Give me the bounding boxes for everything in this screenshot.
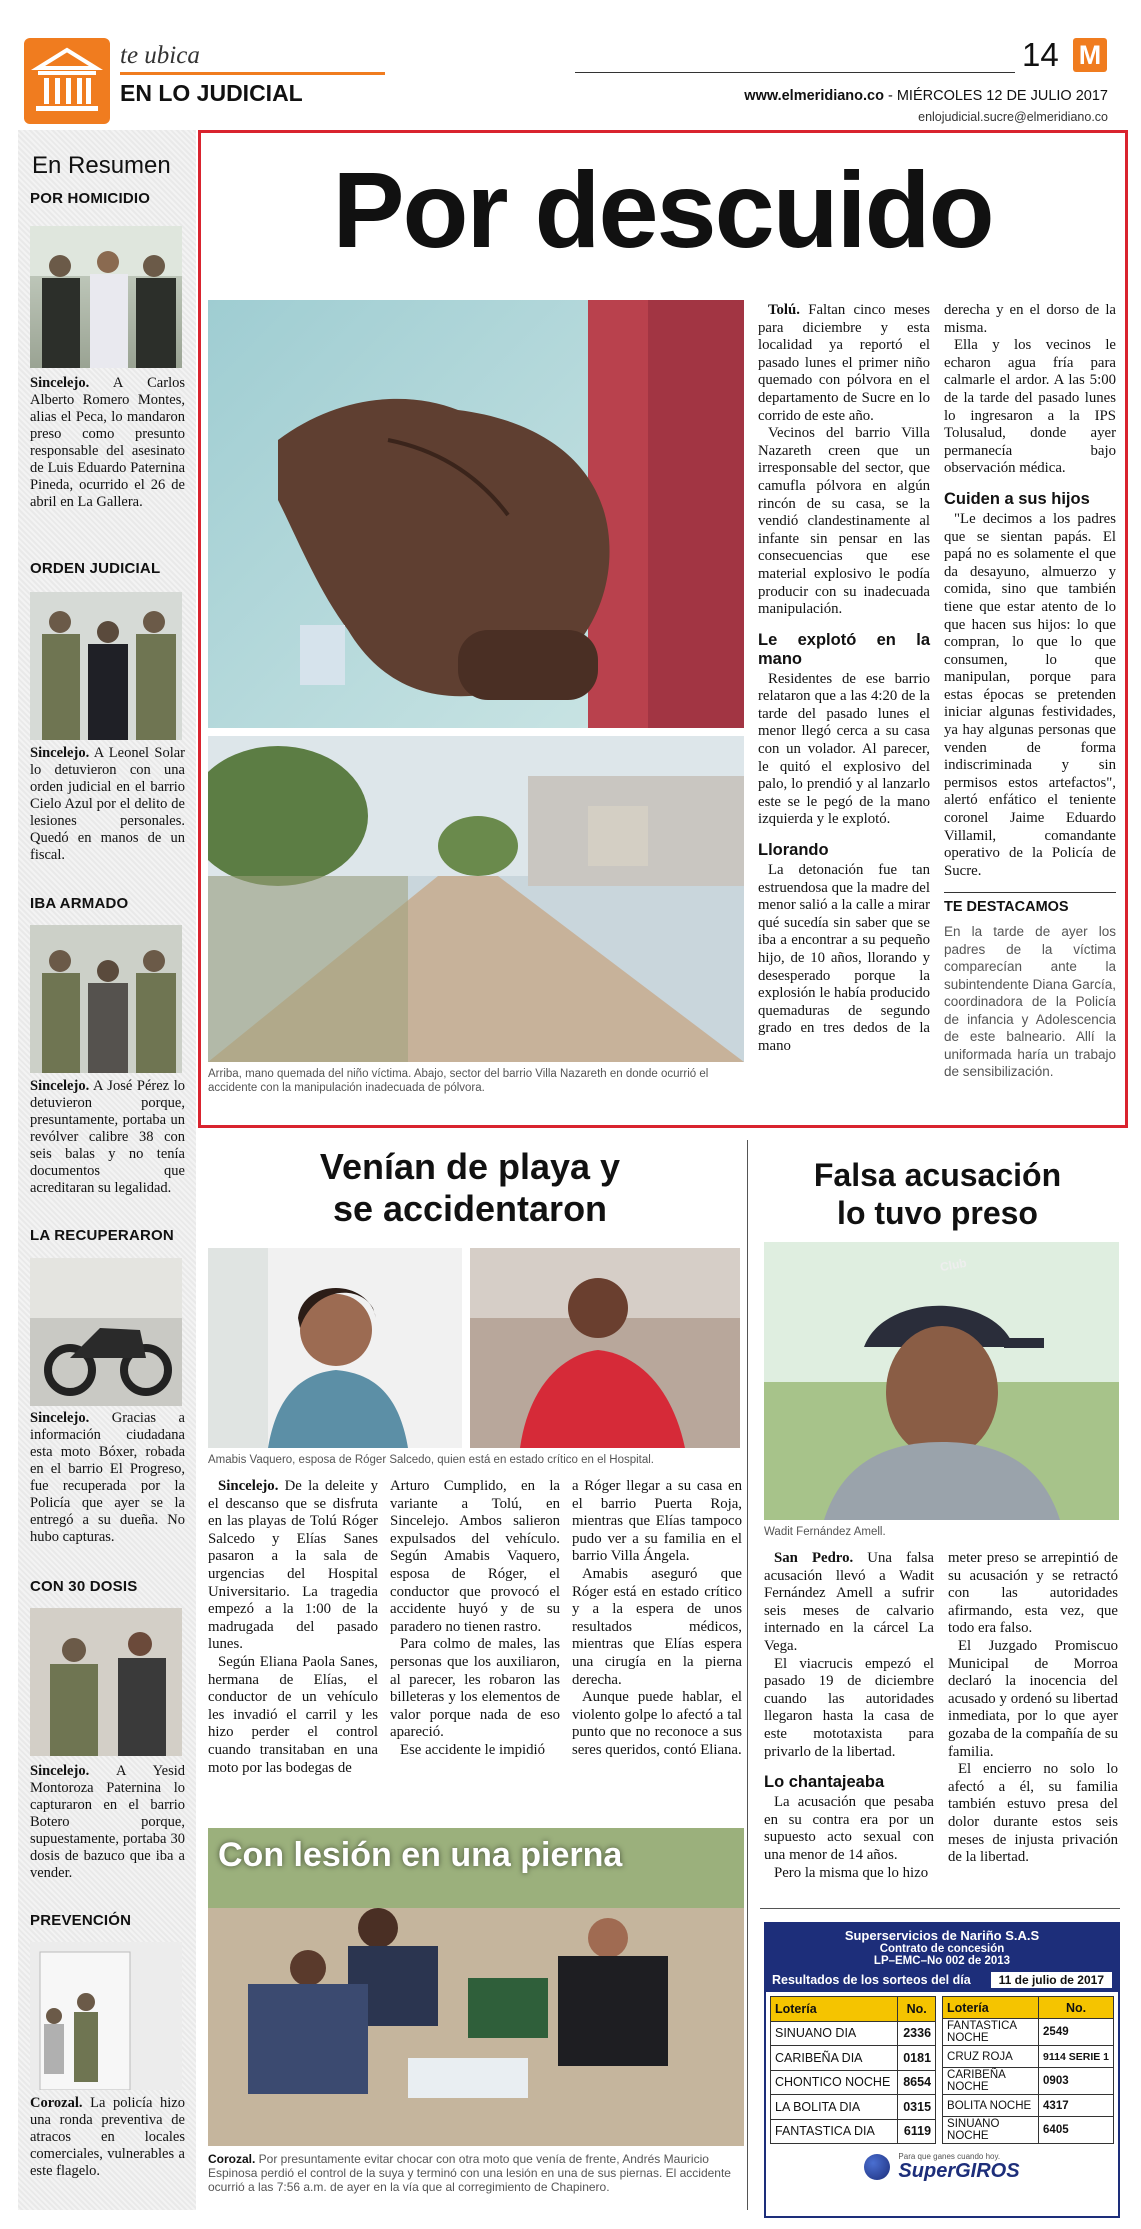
supergiros-logo-icon	[864, 2154, 890, 2180]
cap-text: Club	[938, 1255, 968, 1275]
sidebar-photo-arrest-1	[30, 226, 182, 368]
photo-woman	[208, 1248, 462, 1448]
pierna-caption: Corozal. Por presuntamente evitar chocar con otra moto que venía de frente, Andrés Mauricio Espinosa perdió el control de la suya y terminó con una lesión en una de sus piernas. El accidente ocurrió a las 7:56 a.m. de ayer en la vía que al corregimiento de Chapinero.	[208, 2152, 731, 2194]
header-rule	[575, 72, 1015, 73]
playa-headline: Venían de playa y se accidentaron	[319, 1146, 621, 1229]
lottery-table-right	[942, 1996, 1114, 2144]
falsa-col-2: meter preso se arrepintió de su acusación y se retractó con las autoridades afirmando, esta vez, que todo era falso. El Juzgado Promiscuo Municipal de Morroa declaró la inocencia del acusado y ordenó su libertad inmediata, por lo que ayer gozaba de la compañía de su familia. El encierro no solo lo afectó a él, su familia también estuvo presa del dolor durante estos seis meses de injusta privación de la libertad.	[948, 1550, 1118, 1866]
section-icon	[24, 38, 110, 124]
sidebar-text: Sincelejo. A Leonel Solar lo detuvieron con una orden judicial en el barrio Cielo Azul por el delito de lesiones personales. Quedó en manos de un fiscal.	[30, 745, 185, 863]
ad-header	[766, 1924, 1118, 1970]
main-headline: Por descuido	[332, 149, 993, 270]
ad-rule	[760, 1908, 1120, 1909]
ad-company: Superservicios de Nariño S.A.S	[844, 1928, 1040, 1943]
main-col-2: derecha y en el dorso de la misma. Ella y los vecinos le echaron agua fría para calmarle el ardor. A las 5:00 de la tarde del pasado lunes lo ingresaron a la IPS Tolusalud, donde ayer permanecía bajo observación médica. Cuiden a sus hijos "Le decimos a los padres que se sientan papás. El papá no es solamente el que da desayuno, almuerzo y comida, sino que también tiene que estar atento de lo que hacen sus hijos: lo que compran, lo que lo que consumen, lo que manipulan, porque para estas épocas se pretenden iniciar algunas festividades, ya hay algunas personas que venden de forma indiscriminada y sin permisos estos artefactos", alertó enfático el teniente coronel Jaime Eduardo Villamil, comandante operativo de la Policía de Sucre. TE DESTACAMOS En la tarde de ayer los padres de la víctima comparecían ante la subintendente Diana García, coordinadora de la Policía de infancia y Adolescencia de este balneario. Allí la uniformada haría un trabajo de sensibilización.	[944, 302, 1116, 1079]
sidebar-heading: ORDEN JUDICIAL	[30, 560, 161, 577]
col-header: No.	[1039, 1997, 1114, 2019]
table-row: LA BOLITA DIA 0315	[771, 2095, 936, 2120]
photo-wadit	[764, 1242, 1119, 1520]
sidebar-photo-motorcycle	[30, 1258, 182, 1406]
section-label: EN LO JUDICIAL	[120, 80, 303, 106]
subhead: Le explotó en la mano	[758, 630, 930, 668]
table-row: CARIBEÑA NOCHE 0903	[943, 2068, 1114, 2095]
meridiano-logo: M	[1073, 38, 1107, 72]
sidebar-text: Sincelejo. A Carlos Alberto Romero Montes, alias el Peca, lo mandaron preso como presunto responsable del asesinato de Luis Eduardo Paternina Pineda, ocurrido el 26 de abril en La Gallera.	[30, 375, 185, 510]
site-date	[726, 88, 1108, 104]
sidebar-heading: CON 30 DOSIS	[30, 1578, 138, 1595]
photo-accident	[208, 1828, 744, 2146]
playa-col-1: Sincelejo. De la deleite y el descanso que se disfruta en las playas de Tolú Róger Salcedo y Elías Sanes pasaron a la sala de urgencias del Hospital Universitario. La tragedia empezó a la 1:00 de la madrugada del pasado lunes. Según Eliana Paola Sanes, hermana de Elías, el conductor de un vehículo les invadió el carril y les hizo perder el control cuando transitaban en una moto por las bodegas de	[208, 1478, 378, 1776]
section-email[interactable]: enlojudicial.sucre@elmeridiano.co	[918, 110, 1108, 124]
subhead: Cuiden a sus hijos	[944, 489, 1090, 508]
col-header: Lotería	[943, 1997, 1039, 2019]
table-row: FANTASTICA NOCHE 2549	[943, 2019, 1114, 2046]
playa-col-3: a Róger llegar a su casa en el barrio Puerta Roja, mientras que Elías tampoco pudo ver a su familia en el barrio Villa Ángela. Amabis aseguró que Róger está en estado crítico y a la espera de unos resultados médicos, mientras que Elías espera una cirugía en la pierna derecha. Aunque puede hablar, el violento golpe lo afectó a tal punto que no reconoce a sus seres queridos, contó Eliana.	[572, 1478, 742, 1758]
sidebar-text: Sincelejo. Gracias a información ciudadana esta moto Bóxer, robada en el barrio El Progreso, fue recuperada por la Policía que ayer se la entregó a su dueña. No hubo capturas.	[30, 1410, 185, 1545]
section-rule	[120, 72, 385, 75]
sidebar-photo-store	[30, 1942, 182, 2090]
falsa-caption: Wadit Fernández Amell.	[764, 1526, 886, 1538]
date-text: - MIÉRCOLES 12 DE JULIO 2017	[883, 88, 1108, 104]
sidebar-text: Sincelejo. A Yesid Montoroza Paternina lo capturaron en el barrio Botero porque, supuestamente, portaba 30 dosis de bazuco que iba a vender.	[30, 1763, 185, 1881]
pierna-headline: Con lesión en una pierna	[218, 1836, 623, 1874]
main-col-1: Tolú. Faltan cinco meses para diciembre y esta localidad ya reportó el pasado lunes el primer niño quemado con pólvora en el departamento de Sucre en lo corrido de este año. Vecinos del barrio Villa Nazareth creen que un irresponsable del sector, que camufla pólvora en algún rincón de su casa, se la vendió clandestinamente al infante sin pensar en las consecuencias que ese material explosivo le podía producir con su inadecuada manipulación. Le explotó en la mano Residentes de ese barrio relataron que a las 4:20 de la tarde del pasado lunes el menor llegó cerca a su casa con un volador. Al parecer, le quitó el explosivo del palo, lo prendió y al lanzarlo este se le pegó de la mano izquierda y le explotó. Llorando La detonación fue tan estruendosa que la madre del menor salió a la calle a mirar qué sucedía sin saber que se iba a encontrar a su pequeño hijo, de 10 años, llorando y desesperado porque la explosión le había producido quemaduras de segundo grado en tres dedos de la mano	[758, 302, 930, 1054]
sidebar-title: En Resumen	[32, 152, 171, 179]
table-row: SINUANO NOCHE 6405	[943, 2117, 1114, 2144]
subhead: Llorando	[758, 841, 829, 860]
table-row: FANTASTICA DIA 6119	[771, 2119, 936, 2144]
page-number: 14	[1022, 36, 1059, 73]
section-label-small: te ubica	[120, 42, 200, 69]
table-row: CARIBEÑA DIA 0181	[771, 2046, 936, 2071]
brand-tagline: Para que ganes cuando hoy.	[898, 2152, 1001, 2161]
highlight-title: TE DESTACAMOS	[944, 899, 1069, 916]
playa-col-2: Arturo Cumplido, en la variante a Tolú, en Sincelejo. Ambos salieron expulsados del vehículo. Según Amabis Vaquero, esposa de Róger, el conductor que provocó el accidente huyó y de su paradero no tienen rastro. Para colmo de males, las personas que los auxiliaron, al parecer, les robaron las billeteras y los elementos de valor porque nada de eso apareció. Ese accidente le impidió	[390, 1478, 560, 1758]
table-row: CHONTICO NOCHE 8654	[771, 2070, 936, 2095]
highlight-text: En la tarde de ayer los padres de la víctima comparecían ante la subintendente Diana García, coordinadora de la Policía de infancia y Adolescencia de este balneario. Allí la uniformada haría un trabajo de sensibilización.	[944, 924, 1116, 1079]
results-date: 11 de julio de 2017	[991, 1972, 1112, 1988]
col-header: No.	[898, 1997, 936, 2022]
table-row: SINUANO DIA 2336	[771, 2021, 936, 2046]
col-header: Lotería	[771, 1997, 898, 2022]
site-url[interactable]: www.elmeridiano.co	[744, 88, 884, 104]
falsa-headline: Falsa acusación lo tuvo preso	[813, 1157, 1062, 1231]
ad-contract: Contrato de concesión	[879, 1943, 1005, 1955]
playa-caption: Amabis Vaquero, esposa de Róger Salcedo, quien está en estado crítico en el Hospital.	[208, 1454, 655, 1466]
sidebar-photo-arrest-3	[30, 925, 182, 1073]
main-photo-caption: Arriba, mano quemada del niño víctima. Abajo, sector del barrio Villa Nazareth en donde ocurrió el accidente con la manipulación inadecuada de pólvora.	[208, 1068, 709, 1094]
sidebar-photo-arrest-2	[30, 592, 182, 740]
falsa-col-1: San Pedro. Una falsa acusación llevó a Wadit Fernández Amell a sufrir seis meses de calvario internado en la cárcel La Vega. El viacrucis empezó el pasado 19 de diciembre cuando las autoridades llegaron hasta la casa de este mototaxista para privarlo de la libertad. Lo chantajeaba La acusación que pesaba en su contra era por un supuesto acto sexual con una menor de 14 años. Pero la misma que lo hizo	[764, 1550, 934, 1881]
photo-street	[208, 736, 744, 1062]
results-label: Resultados de los sorteos del día	[772, 1973, 971, 1987]
sidebar-photo-arrest-4	[30, 1608, 182, 1756]
table-row: BOLITA NOCHE 4317	[943, 2095, 1114, 2117]
brand-name: SuperGIROS	[898, 2160, 1020, 2182]
sidebar-text: Sincelejo. A José Pérez lo detuvieron porque, presuntamente, portaba un revólver calibre 38 con seis balas y no tenía documentos que acreditaran su legalidad.	[30, 1078, 185, 1196]
column-divider	[747, 1140, 748, 2210]
photo-man-hospital	[470, 1248, 740, 1448]
lottery-ad	[764, 1922, 1120, 2218]
photo-burned-hand	[208, 300, 744, 728]
ad-contract-number: LP–EMC–No 002 de 2013	[873, 1955, 1011, 1967]
sidebar-text: Corozal. La policía hizo una ronda preventiva de atracos en locales comerciales, vulnerables a este flagelo.	[30, 2095, 185, 2179]
sidebar-heading: LA RECUPERARON	[30, 1227, 174, 1244]
table-row: CRUZ ROJA 9114 SERIE 1	[943, 2046, 1114, 2068]
highlight-box	[944, 892, 1116, 1080]
sidebar-heading: PREVENCIÓN	[30, 1912, 132, 1929]
subhead: Lo chantajeaba	[764, 1773, 885, 1792]
sidebar-heading: POR HOMICIDIO	[30, 190, 151, 207]
lottery-table-left	[770, 1996, 936, 2144]
sidebar-heading: IBA ARMADO	[30, 895, 129, 912]
